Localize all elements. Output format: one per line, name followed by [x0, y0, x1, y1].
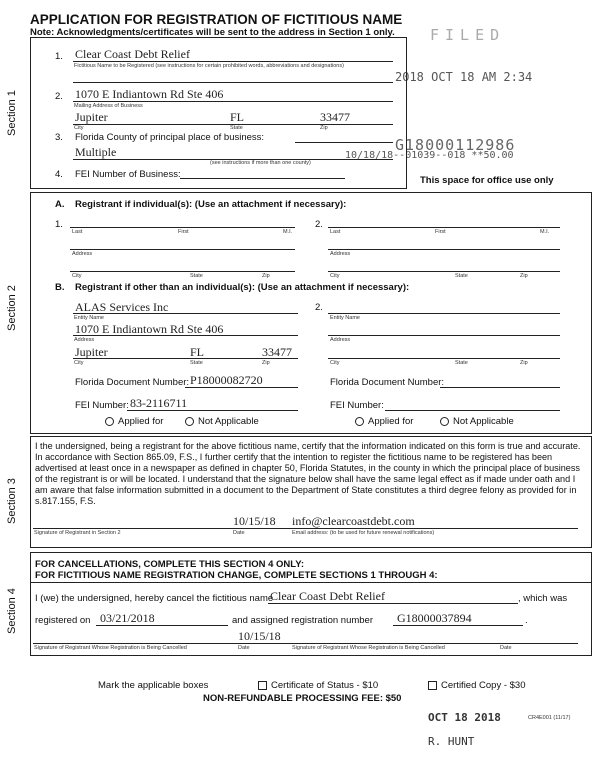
assigned-text: and assigned registration number [232, 615, 374, 626]
fei-applied-for-2[interactable]: Applied for [355, 416, 413, 427]
reg1-state-caption: State [190, 273, 203, 279]
entity2-name-caption: Entity Name [330, 315, 360, 321]
item-4-number: 4. [55, 169, 63, 180]
entity-address-caption: Address [74, 337, 95, 343]
registrant-1-number: 1. [55, 219, 63, 230]
business-fei-label: FEI Number of Business: [75, 169, 181, 180]
section3-email-caption: Email address: (to be used for future renewal notifications) [292, 530, 435, 536]
certified-copy-checkbox[interactable] [428, 681, 437, 690]
section4-date-value: 10/15/18 [238, 629, 281, 643]
fictitious-name-line [73, 61, 393, 62]
section3-date-value: 10/15/18 [233, 514, 276, 528]
section4-signature-caption: Signature of Registrant Whose Registration is Being Cancelled [34, 645, 187, 651]
form-note: Note: Acknowledgments/certificates will be sent to the address in Section 1 only. [30, 27, 395, 38]
zip-value: 33477 [320, 110, 350, 124]
part-b-heading: Registrant if other than an individual(s): (Use an attachment if necessary): [75, 282, 410, 293]
city-caption: City [74, 125, 84, 131]
entity2-city-line [328, 358, 560, 359]
entity2-state-caption: State [455, 360, 468, 366]
section4-date-caption-2: Date [500, 645, 512, 651]
state-value: FL [230, 110, 245, 124]
entity2-address-line [328, 335, 560, 336]
reg1-last-caption: Last [72, 229, 83, 235]
fei-not-applicable-2[interactable]: Not Applicable [440, 416, 514, 427]
county-line-1 [295, 142, 393, 143]
which-was-text: , which was [518, 593, 568, 604]
fei-not-applicable-1[interactable]: Not Applicable [185, 416, 259, 427]
registered-date-line [96, 625, 228, 626]
section4-heading-2: FOR FICTITIOUS NAME REGISTRATION CHANGE, COMPLETE SECTIONS 1 THROUGH 4: [35, 570, 438, 581]
office-date-stamp: OCT 18 2018 [428, 711, 501, 724]
reg1-first-caption: First [178, 229, 189, 235]
reg1-city-caption: City [72, 273, 82, 279]
registration-number-value: G18000037894 [397, 611, 472, 625]
fei-applied-for-1[interactable]: Applied for [105, 416, 163, 427]
receipt-stamp: 10/18/18--01039--018 **50.00 [345, 150, 514, 161]
florida-doc-number-label: Florida Document Number: [75, 377, 190, 388]
not-applicable-radio-2[interactable] [440, 417, 449, 426]
florida-doc-number-line [185, 387, 298, 388]
reg2-mi-caption: M.I. [540, 229, 550, 235]
certificate-of-status-checkbox[interactable] [258, 681, 267, 690]
registrant-fei-value: 83-2116711 [130, 396, 188, 410]
entity2-number: 2. [315, 302, 323, 313]
registered-date-value: 03/21/2018 [100, 611, 155, 625]
florida-doc-number-label-2: Florida Document Number: [330, 377, 445, 388]
item-2-number: 2. [55, 91, 63, 102]
part-a-letter: A. [55, 199, 65, 210]
part-a-heading: Registrant if individual(s): (Use an attachment if necessary): [75, 199, 347, 210]
reg1-address-line [70, 249, 295, 250]
applied-for-radio-2[interactable] [355, 417, 364, 426]
part-b-letter: B. [55, 282, 65, 293]
item-1-number: 1. [55, 51, 63, 62]
section4-date-caption: Date [238, 645, 250, 651]
entity-name-caption: Entity Name [74, 315, 104, 321]
section-4-label: Section 4 [6, 588, 18, 634]
certificate-of-status[interactable]: Certificate of Status - $10 [258, 680, 378, 691]
form-code: CR4E001 (11/17) [528, 715, 571, 721]
entity-name-line [73, 313, 298, 314]
section4-heading-1: FOR CANCELLATIONS, COMPLETE THIS SECTION 4 ONLY: [35, 559, 305, 570]
registrant-fei-label: FEI Number: [75, 400, 129, 411]
fictitious-name-value: Clear Coast Debt Relief [75, 47, 190, 61]
entity-zip-value: 33477 [262, 345, 292, 359]
reg2-name-line [328, 227, 560, 228]
reg2-address-caption: Address [330, 251, 351, 257]
entity-address-value: 1070 E Indiantown Rd Ste 406 [75, 322, 224, 336]
period-text: . [525, 615, 528, 626]
office-name-stamp: R. HUNT [428, 735, 475, 748]
entity-zip-caption: Zip [262, 360, 270, 366]
registration-number-line [393, 625, 523, 626]
registrant-fei-label-2: FEI Number: [330, 400, 384, 411]
reg2-city-line [328, 271, 560, 272]
reg2-last-caption: Last [330, 229, 341, 235]
reg2-address-line [328, 249, 560, 250]
reg2-first-caption: First [435, 229, 446, 235]
reg1-address-caption: Address [72, 251, 93, 257]
item-3-number: 3. [55, 132, 63, 143]
entity-name-value: ALAS Services Inc [75, 300, 169, 314]
county-label: Florida County of principal place of business: [75, 132, 265, 143]
county-value: Multiple [75, 145, 117, 159]
registered-on-text: registered on [35, 615, 91, 626]
section3-signature-line [33, 528, 578, 529]
office-use-text: This space for office use only [420, 175, 554, 186]
reg2-zip-caption: Zip [520, 273, 528, 279]
cancel-name-value: Clear Coast Debt Relief [270, 589, 385, 603]
entity-city-value: Jupiter [75, 345, 108, 359]
entity2-city-caption: City [330, 360, 340, 366]
registrant-fei-line-2 [385, 410, 560, 411]
filed-datetime-stamp: 2018 OCT 18 AM 2:34 [395, 70, 533, 84]
entity-address-line [73, 335, 298, 336]
registrant-fei-line [127, 410, 298, 411]
state-caption: State [230, 125, 243, 131]
business-fei-line [180, 178, 345, 179]
county-caption: (see instructions if more than one county) [210, 160, 311, 166]
form-title: APPLICATION FOR REGISTRATION OF FICTITIOUS NAME [30, 12, 403, 27]
entity-city-caption: City [74, 360, 84, 366]
reg1-name-line [70, 227, 295, 228]
florida-doc-number-line-2 [440, 387, 560, 388]
filed-stamp: FILED [430, 26, 506, 44]
entity-state-caption: State [190, 360, 203, 366]
entity-state-value: FL [190, 345, 205, 359]
section4-signature-caption-2: Signature of Registrant Whose Registration is Being Cancelled [292, 645, 445, 651]
not-applicable-radio-1[interactable] [185, 417, 194, 426]
entity2-name-line [328, 313, 560, 314]
section-1-label: Section 1 [6, 90, 18, 136]
section4-signature-line [33, 643, 578, 644]
section3-signature-caption: Signature of Registrant in Section 2 [34, 530, 121, 536]
city-value: Jupiter [75, 110, 108, 124]
applied-for-radio-1[interactable] [105, 417, 114, 426]
mark-boxes-text: Mark the applicable boxes [98, 680, 209, 691]
zip-caption: Zip [320, 125, 328, 131]
reg2-city-caption: City [330, 273, 340, 279]
processing-fee-text: NON-REFUNDABLE PROCESSING FEE: $50 [203, 693, 402, 704]
fictitious-name-line-2 [73, 82, 393, 83]
florida-doc-number-value: P18000082720 [190, 373, 263, 387]
entity2-zip-caption: Zip [520, 360, 528, 366]
fictitious-name-caption: Fictitious Name to be Registered (see instructions for certain prohibited words, abbreviations and designations) [74, 63, 344, 69]
section4-divider [30, 582, 591, 583]
registrant-2-number: 2. [315, 219, 323, 230]
certified-copy[interactable]: Certified Copy - $30 [428, 680, 525, 691]
document-number-stamp: G18000112986 [395, 136, 516, 154]
entity-city-line [73, 358, 298, 359]
mailing-address-value: 1070 E Indiantown Rd Ste 406 [75, 87, 224, 101]
section3-date-caption: Date [233, 530, 245, 536]
section-3-label: Section 3 [6, 478, 18, 524]
mailing-address-caption: Mailing Address of Business [74, 103, 143, 109]
cancel-text: I (we) the undersigned, hereby cancel the fictitious name [35, 593, 274, 604]
entity2-address-caption: Address [330, 337, 351, 343]
reg2-state-caption: State [455, 273, 468, 279]
mailing-address-line [73, 101, 393, 102]
section3-email-value: info@clearcoastdebt.com [292, 514, 415, 528]
certification-text: I the undersigned, being a registrant for the above fictitious name, certify that the information indicated on this form is true and accurate. In accordance with Section 865.09, F.S., I further certify that the intention to register the fictitious name to be registered has been advertised at least once in a newspaper as defined in chapter 50, Florida Statutes, in the county in which the principal place of business of the registrant is or will be located. I understand that the signature below shall have the same legal effect as if made under oath and I am aware that false information submitted in a document to the Department of State constitutes a third degree felony as provided for in s.817.155, F.S. [35, 441, 581, 506]
section-2-label: Section 2 [6, 285, 18, 331]
cancel-name-line [268, 603, 518, 604]
reg1-mi-caption: M.I. [283, 229, 293, 235]
reg1-city-line [70, 271, 295, 272]
reg1-zip-caption: Zip [262, 273, 270, 279]
